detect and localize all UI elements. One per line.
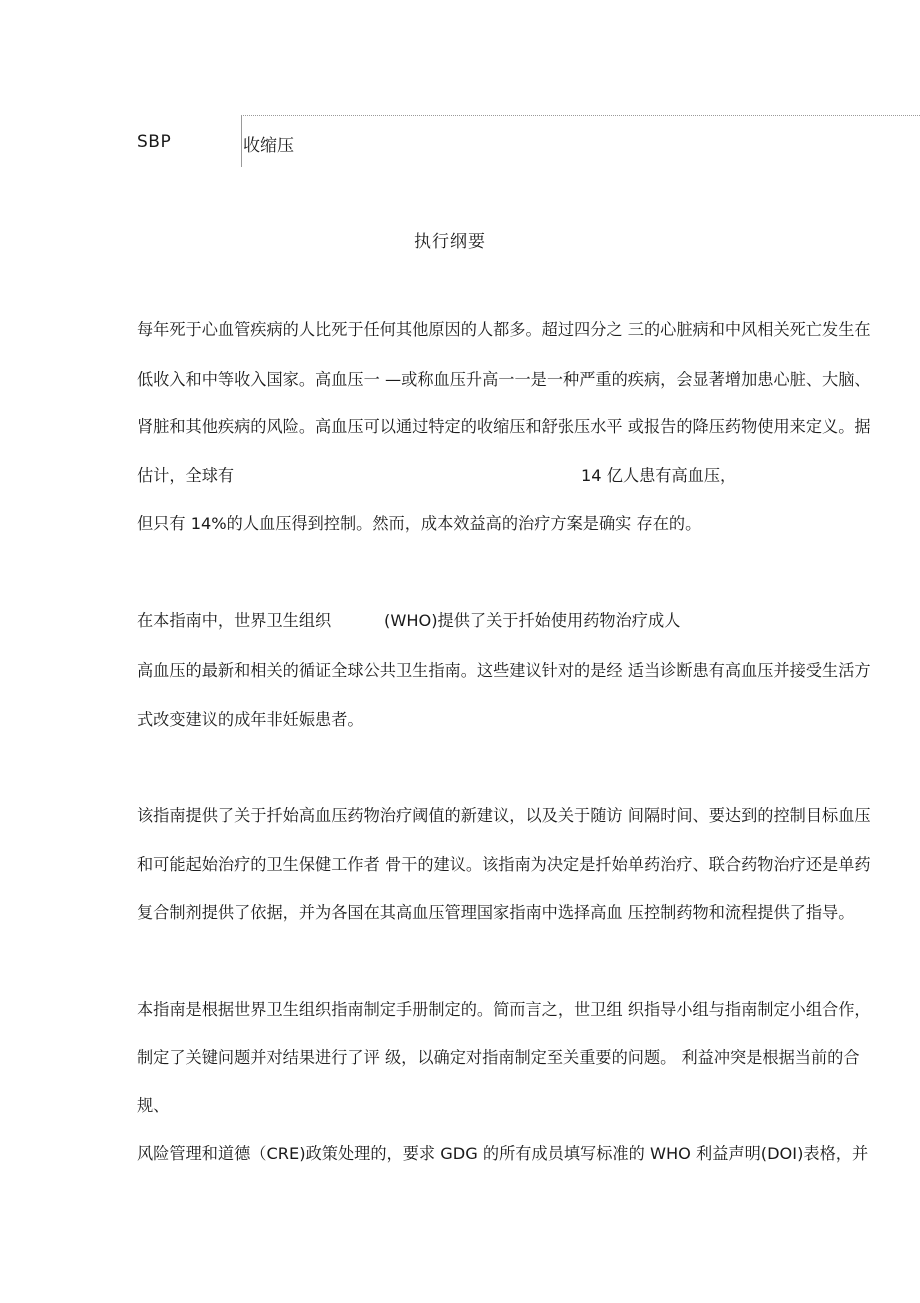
paragraph-line: 14 亿人患有高血压， <box>581 466 737 485</box>
paragraph-line: 复合制剂提供了依据，并为各国在其高血压管理国家指南中选择高血 压控制药物和流程提供了指导。 <box>137 903 855 922</box>
paragraph-line: 肾脏和其他疾病的风险。高血压可以通过特定的收缩压和舒张压水平 或报告的降压药物使用来定义。据 <box>137 417 871 436</box>
paragraph-line: 高血压的最新和相关的循证全球公共卫生指南。这些建议针对的是经 适当诊断患有高血压并接受生活方 <box>137 661 871 680</box>
paragraph-line: 估计，全球有 <box>137 466 235 485</box>
paragraph-line: 本指南是根据世界卫生组织指南制定手册制定的。简而言之，世卫组 织指导小组与指南制定小组合作， <box>137 1000 871 1019</box>
paragraph-line: 制定了关键问题并对结果进行了评 级，以确定对指南制定至关重要的问题。 利益冲突是根据当前的合 <box>137 1048 860 1067</box>
abbreviation-definition: 收缩压 <box>243 136 294 156</box>
paragraph-line: 式改变建议的成年非妊娠患者。 <box>137 710 364 729</box>
paragraph-line: 风险管理和道德（CRE)政策处理的，要求 GDG 的所有成员填写标准的 WHO 利益声明(DOI)表格，并 <box>137 1144 869 1163</box>
paragraph-line: 和可能起始治疗的卫生保健工作者 骨干的建议。该指南为决定是扦始单药治疗、联合药物治疗还是单药 <box>137 855 871 874</box>
paragraph-line: (WHO)提供了关于扦始使用药物治疗成人 <box>384 611 681 630</box>
paragraph-line: 规、 <box>137 1096 170 1115</box>
paragraph-line: 每年死于心血管疾病的人比死于任何其他原因的人都多。超过四分之 三的心脏病和中风相关死亡发生在 <box>137 320 871 339</box>
abbreviation-row <box>0 0 920 170</box>
section-title: 执行纲要 <box>414 232 486 252</box>
abbreviation-table-cell <box>241 115 920 167</box>
paragraph-line: 但只有 14%的人血压得到控制。然而，成本效益高的治疗方案是确实 存在的。 <box>137 514 702 533</box>
paragraph-line: 在本指南中，世界卫生组织 <box>137 611 332 630</box>
abbreviation-term: SBP <box>137 132 172 152</box>
paragraph-line: 该指南提供了关于扦始高血压药物治疗阈值的新建议，以及关于随访 间隔时间、要达到的控制目标血压 <box>137 806 871 825</box>
paragraph-line: 低收入和中等收入国家。高血压一 —或称血压升高一一是一种严重的疾病，会显著增加患心脏、大脑、 <box>137 370 871 389</box>
